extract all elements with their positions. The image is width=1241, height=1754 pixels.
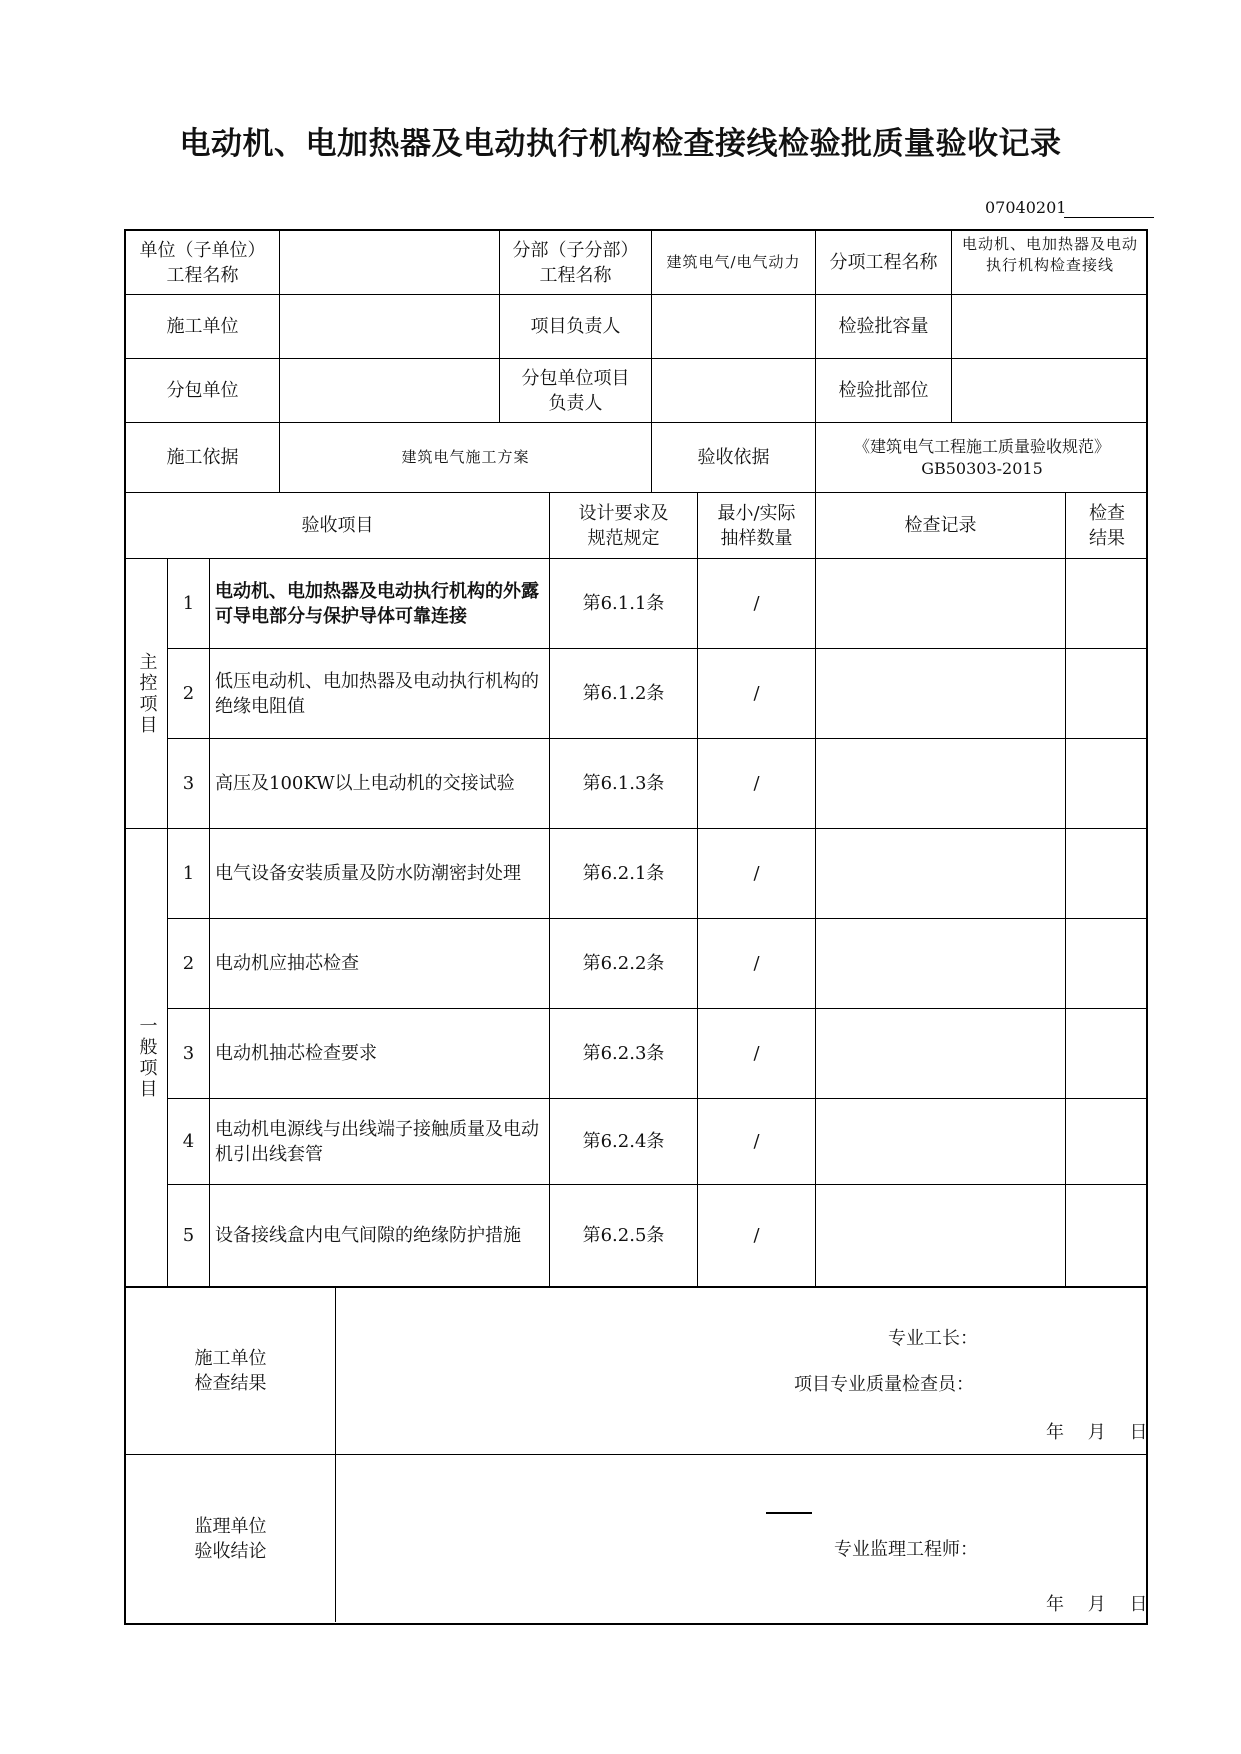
- general-item-sample: /: [698, 1185, 816, 1287]
- main-item-no: 2: [168, 649, 210, 739]
- general-item-clause: 第6.2.1条: [550, 829, 698, 919]
- general-item-record[interactable]: [816, 1099, 1066, 1185]
- general-item-sample: /: [698, 1099, 816, 1185]
- main-item-text: 高压及100KW以上电动机的交接试验: [210, 739, 550, 829]
- general-item-text: 电动机电源线与出线端子接触质量及电动机引出线套管: [210, 1099, 550, 1185]
- batch-capacity-value[interactable]: [952, 295, 1148, 359]
- col-header-item: 验收项目: [126, 493, 550, 559]
- general-item-no: 4: [168, 1099, 210, 1185]
- acceptance-basis-value: 《建筑电气工程施工质量验收规范》 GB50303-2015: [816, 423, 1148, 493]
- main-item-result[interactable]: [1066, 649, 1148, 739]
- general-item-sample: /: [698, 1009, 816, 1099]
- general-item-no: 3: [168, 1009, 210, 1099]
- general-item-result[interactable]: [1066, 1185, 1148, 1287]
- form-title: 电动机、电加热器及电动执行机构检查接线检验批质量验收记录: [179, 126, 1062, 162]
- short-rule: [766, 1512, 812, 1514]
- contractor-label: 施工单位: [126, 295, 280, 359]
- main-item-record[interactable]: [816, 559, 1066, 649]
- general-item-sample: /: [698, 919, 816, 1009]
- form-code: 07040201: [985, 198, 1067, 217]
- subcontractor-manager-value[interactable]: [652, 359, 816, 423]
- subcontractor-label: 分包单位: [126, 359, 280, 423]
- general-item-sample: /: [698, 829, 816, 919]
- division-project-value[interactable]: 建筑电气/电气动力: [652, 231, 816, 295]
- general-item-clause: 第6.2.5条: [550, 1185, 698, 1287]
- general-item-result[interactable]: [1066, 829, 1148, 919]
- subcontractor-value[interactable]: [280, 359, 500, 423]
- subcontractor-manager-label: 分包单位项目 负责人: [500, 359, 652, 423]
- col-header-design: 设计要求及 规范规定: [550, 493, 698, 559]
- supervisor-date: 年 月 日: [1046, 1594, 1148, 1615]
- main-item-sample: /: [698, 559, 816, 649]
- general-item-record[interactable]: [816, 1009, 1066, 1099]
- main-item-record[interactable]: [816, 649, 1066, 739]
- main-item-text: 电动机、电加热器及电动执行机构的外露可导电部分与保护导体可靠连接: [210, 559, 550, 649]
- form-code-underline: [1064, 217, 1154, 218]
- contractor-check-label: 施工单位 检查结果: [126, 1287, 336, 1455]
- supervising-engineer-label: 专业监理工程师：: [834, 1539, 978, 1560]
- general-item-result[interactable]: [1066, 919, 1148, 1009]
- general-item-text: 电动机应抽芯检查: [210, 919, 550, 1009]
- contractor-check-area[interactable]: [336, 1287, 1148, 1455]
- general-item-result[interactable]: [1066, 1009, 1148, 1099]
- unit-project-label: 单位（子单位） 工程名称: [126, 231, 280, 295]
- general-item-text: 设备接线盒内电气间隙的绝缘防护措施: [210, 1185, 550, 1287]
- general-item-text: 电气设备安装质量及防水防潮密封处理: [210, 829, 550, 919]
- general-item-clause: 第6.2.2条: [550, 919, 698, 1009]
- col-header-result: 检查 结果: [1066, 493, 1148, 559]
- subitem-project-value[interactable]: 电动机、电加热器及电动执行机构检查接线: [952, 231, 1148, 295]
- general-item-clause: 第6.2.4条: [550, 1099, 698, 1185]
- main-item-clause: 第6.1.2条: [550, 649, 698, 739]
- main-item-result[interactable]: [1066, 559, 1148, 649]
- general-item-no: 5: [168, 1185, 210, 1287]
- batch-location-value[interactable]: [952, 359, 1148, 423]
- unit-project-value[interactable]: [280, 231, 500, 295]
- main-item-sample: /: [698, 649, 816, 739]
- quality-inspector-label: 项目专业质量检查员：: [794, 1374, 974, 1395]
- main-item-record[interactable]: [816, 739, 1066, 829]
- batch-capacity-label: 检验批容量: [816, 295, 952, 359]
- general-item-text: 电动机抽芯检查要求: [210, 1009, 550, 1099]
- acceptance-basis-label: 验收依据: [652, 423, 816, 493]
- main-item-text: 低压电动机、电加热器及电动执行机构的绝缘电阻值: [210, 649, 550, 739]
- contractor-value[interactable]: [280, 295, 500, 359]
- general-item-no: 1: [168, 829, 210, 919]
- inspection-record-table: [124, 229, 1148, 1625]
- construction-basis-value[interactable]: 建筑电气施工方案: [280, 423, 652, 493]
- division-project-label: 分部（子分部） 工程名称: [500, 231, 652, 295]
- main-item-result[interactable]: [1066, 739, 1148, 829]
- main-item-sample: /: [698, 739, 816, 829]
- main-item-clause: 第6.1.3条: [550, 739, 698, 829]
- project-manager-label: 项目负责人: [500, 295, 652, 359]
- main-item-no: 1: [168, 559, 210, 649]
- main-item-no: 3: [168, 739, 210, 829]
- foreman-label: 专业工长：: [888, 1328, 978, 1349]
- supervisor-check-label: 监理单位 验收结论: [126, 1455, 336, 1622]
- main-item-clause: 第6.1.1条: [550, 559, 698, 649]
- general-item-record[interactable]: [816, 1185, 1066, 1287]
- supervisor-check-area[interactable]: [336, 1455, 1148, 1622]
- general-item-result[interactable]: [1066, 1099, 1148, 1185]
- general-items-group-label: 一般项目: [126, 829, 168, 1287]
- general-item-clause: 第6.2.3条: [550, 1009, 698, 1099]
- subitem-project-label: 分项工程名称: [816, 231, 952, 295]
- construction-basis-label: 施工依据: [126, 423, 280, 493]
- general-item-no: 2: [168, 919, 210, 1009]
- col-header-record: 检查记录: [816, 493, 1066, 559]
- batch-location-label: 检验批部位: [816, 359, 952, 423]
- contractor-date: 年 月 日: [1046, 1422, 1148, 1443]
- project-manager-value[interactable]: [652, 295, 816, 359]
- general-item-record[interactable]: [816, 829, 1066, 919]
- col-header-sample: 最小/实际 抽样数量: [698, 493, 816, 559]
- general-item-record[interactable]: [816, 919, 1066, 1009]
- main-items-group-label: 主控项目: [126, 559, 168, 829]
